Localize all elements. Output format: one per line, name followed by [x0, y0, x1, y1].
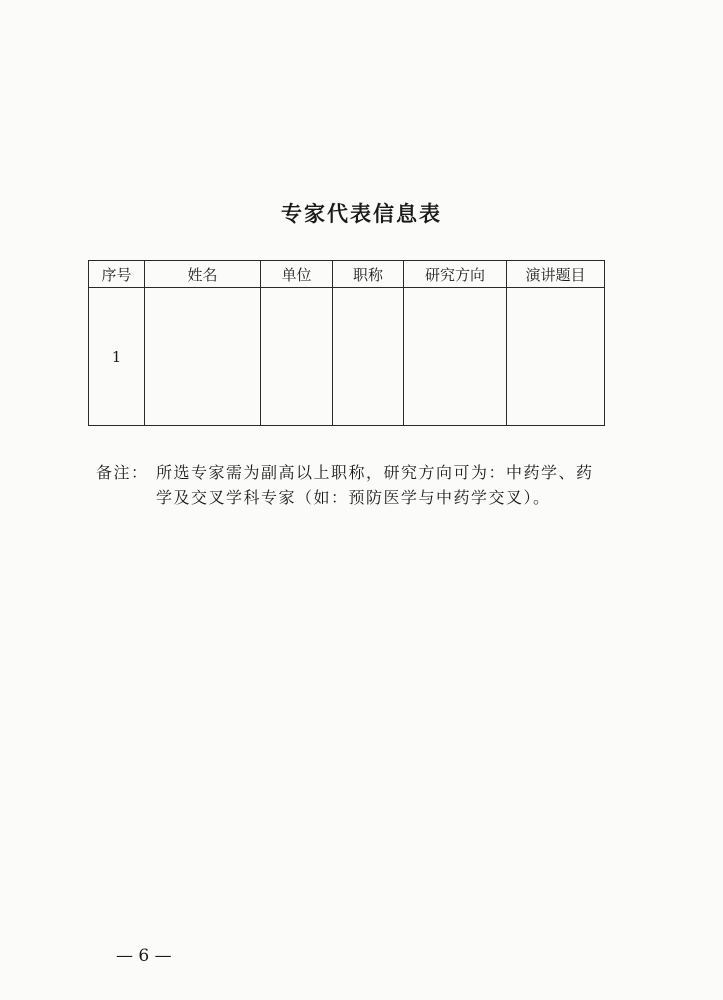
table-row: [89, 288, 605, 426]
note-label: 备注：: [96, 463, 149, 482]
page-number: — 6 —: [116, 946, 172, 966]
cell-topic: [507, 288, 605, 426]
header-index: 序号: [89, 261, 145, 288]
document-title: 专家代表信息表: [281, 202, 442, 226]
header-unit: 单位: [261, 261, 333, 288]
note-paragraph: [96, 460, 608, 510]
header-name: 姓名: [145, 261, 261, 288]
cell-name: [145, 288, 261, 426]
note-text: 所选专家需为副高以上职称，研究方向可为：中药学、药学及交叉学科专家（如：预防医学与中药学交叉）。: [156, 463, 594, 507]
expert-info-table: [88, 260, 605, 426]
cell-index: 1: [89, 288, 145, 426]
table-header-row: [89, 261, 605, 288]
header-topic: 演讲题目: [507, 261, 605, 288]
cell-unit: [261, 288, 333, 426]
cell-research: [404, 288, 507, 426]
header-title: 职称: [333, 261, 404, 288]
cell-title: [333, 288, 404, 426]
header-research: 研究方向: [404, 261, 507, 288]
